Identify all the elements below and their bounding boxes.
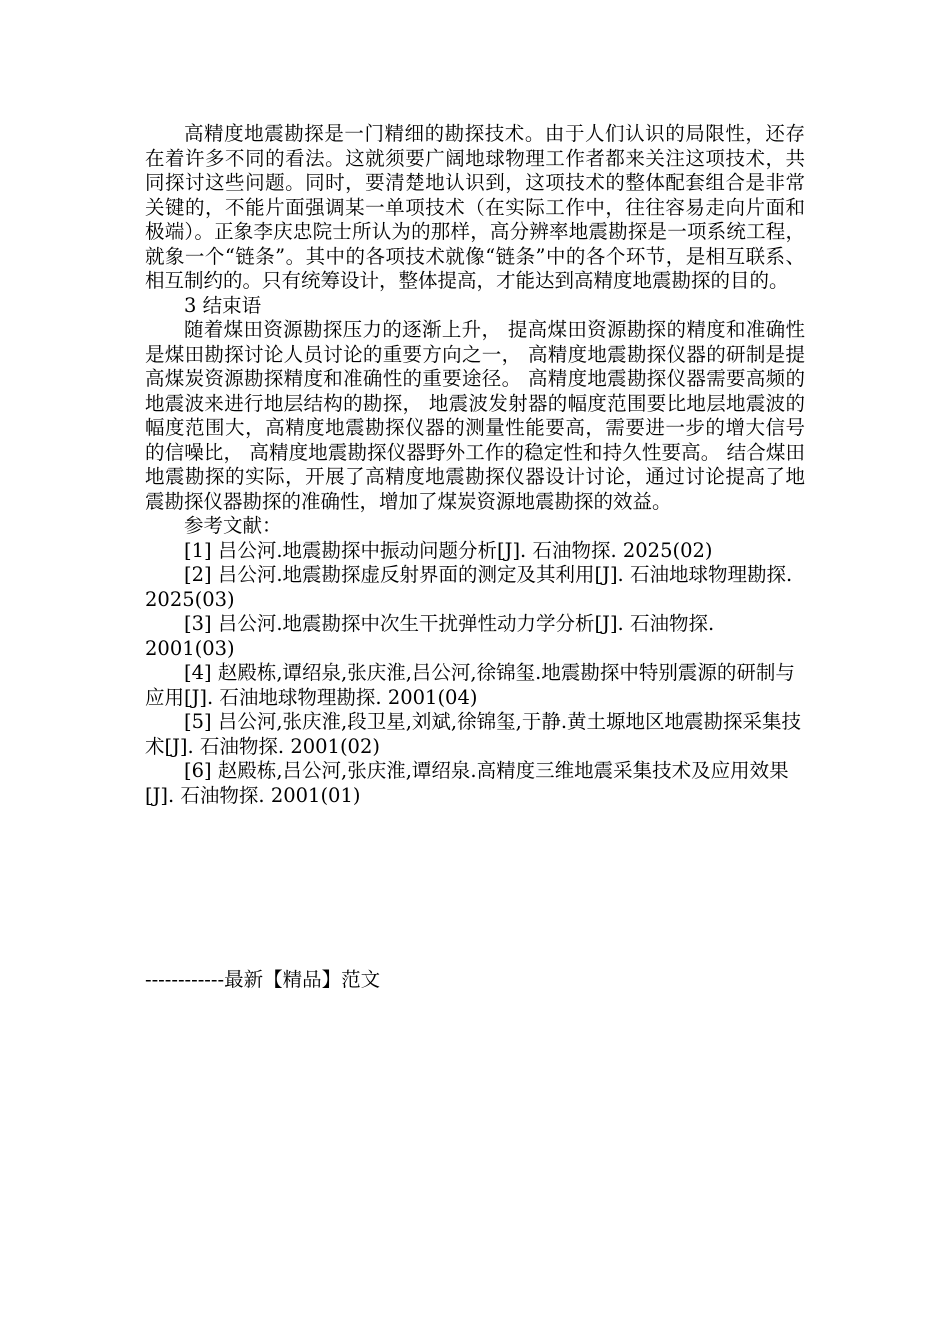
reference-item: [4] 赵殿栋,谭绍泉,张庆淮,吕公河,徐锦玺.地震勘探中特别震源的研制与应用[J]. 石油地球物理勘探. 2001(04) <box>145 661 795 709</box>
references-heading: 参考文献： <box>184 514 282 537</box>
reference-item: [1] 吕公河.地震勘探中振动问题分析[J]. 石油物探. 2025(02) <box>184 538 713 562</box>
document-body <box>145 122 805 808</box>
reference-item: [3] 吕公河.地震勘探中次生干扰弹性动力学分析[J]. 石油物探. 2001(03) <box>145 612 715 660</box>
section-heading: 3 结束语 <box>184 293 262 317</box>
reference-item: [2] 吕公河.地震勘探虚反射界面的测定及其利用[J]. 石油地球物理勘探. 2025(03) <box>145 563 793 611</box>
footer-banner: ------------最新【精品】范文 <box>145 968 381 991</box>
reference-list <box>145 539 805 809</box>
paragraph-conclusion: 随着煤田资源勘探压力的逐渐上升， 提高煤田资源勘探的精度和准确性是煤田勘探讨论人员讨论的重要方向之一， 高精度地震勘探仪器的研制是提高煤炭资源勘探精度和准确性的重要途径。 高精度地震勘探仪器需要高频的地震波来进行地层结构的勘探， 地震波发射器的幅度范围要比地层地震波的幅度范围大，高精度地震勘探仪器的测量性能要高，需要进一步的增大信号的信噪比， 高精度地震勘探仪器野外工作的稳定性和持久性要高。 结合煤田地震勘探的实际，开展了高精度地震勘探仪器设计讨论，通过讨论提高了地震勘探仪器勘探的准确性，增加了煤炭资源地震勘探的效益。 <box>145 318 805 513</box>
reference-item: [6] 赵殿栋,吕公河,张庆淮,谭绍泉.高精度三维地震采集技术及应用效果[J]. 石油物探. 2001(01) <box>145 759 789 807</box>
reference-item: [5] 吕公河,张庆淮,段卫星,刘斌,徐锦玺,于静.黄土塬地区地震勘探采集技术[J]. 石油物探. 2001(02) <box>145 710 802 758</box>
paragraph-conclusion-context: 高精度地震勘探是一门精细的勘探技术。由于人们认识的局限性，还存在着许多不同的看法。这就须要广阔地球物理工作者都来关注这项技术，共同探讨这些问题。同时，要清楚地认识到，这项技术的整体配套组合是非常关键的，不能片面强调某一单项技术（在实际工作中，往往容易走向片面和极端）。正象李庆忠院士所认为的那样，高分辨率地震勘探是一项系统工程，就象一个“链条”。其中的各项技术就像“链条”中的各个环节，是相互联系、相互制约的。只有统筹设计，整体提高，才能达到高精度地震勘探的目的。 <box>145 122 805 292</box>
